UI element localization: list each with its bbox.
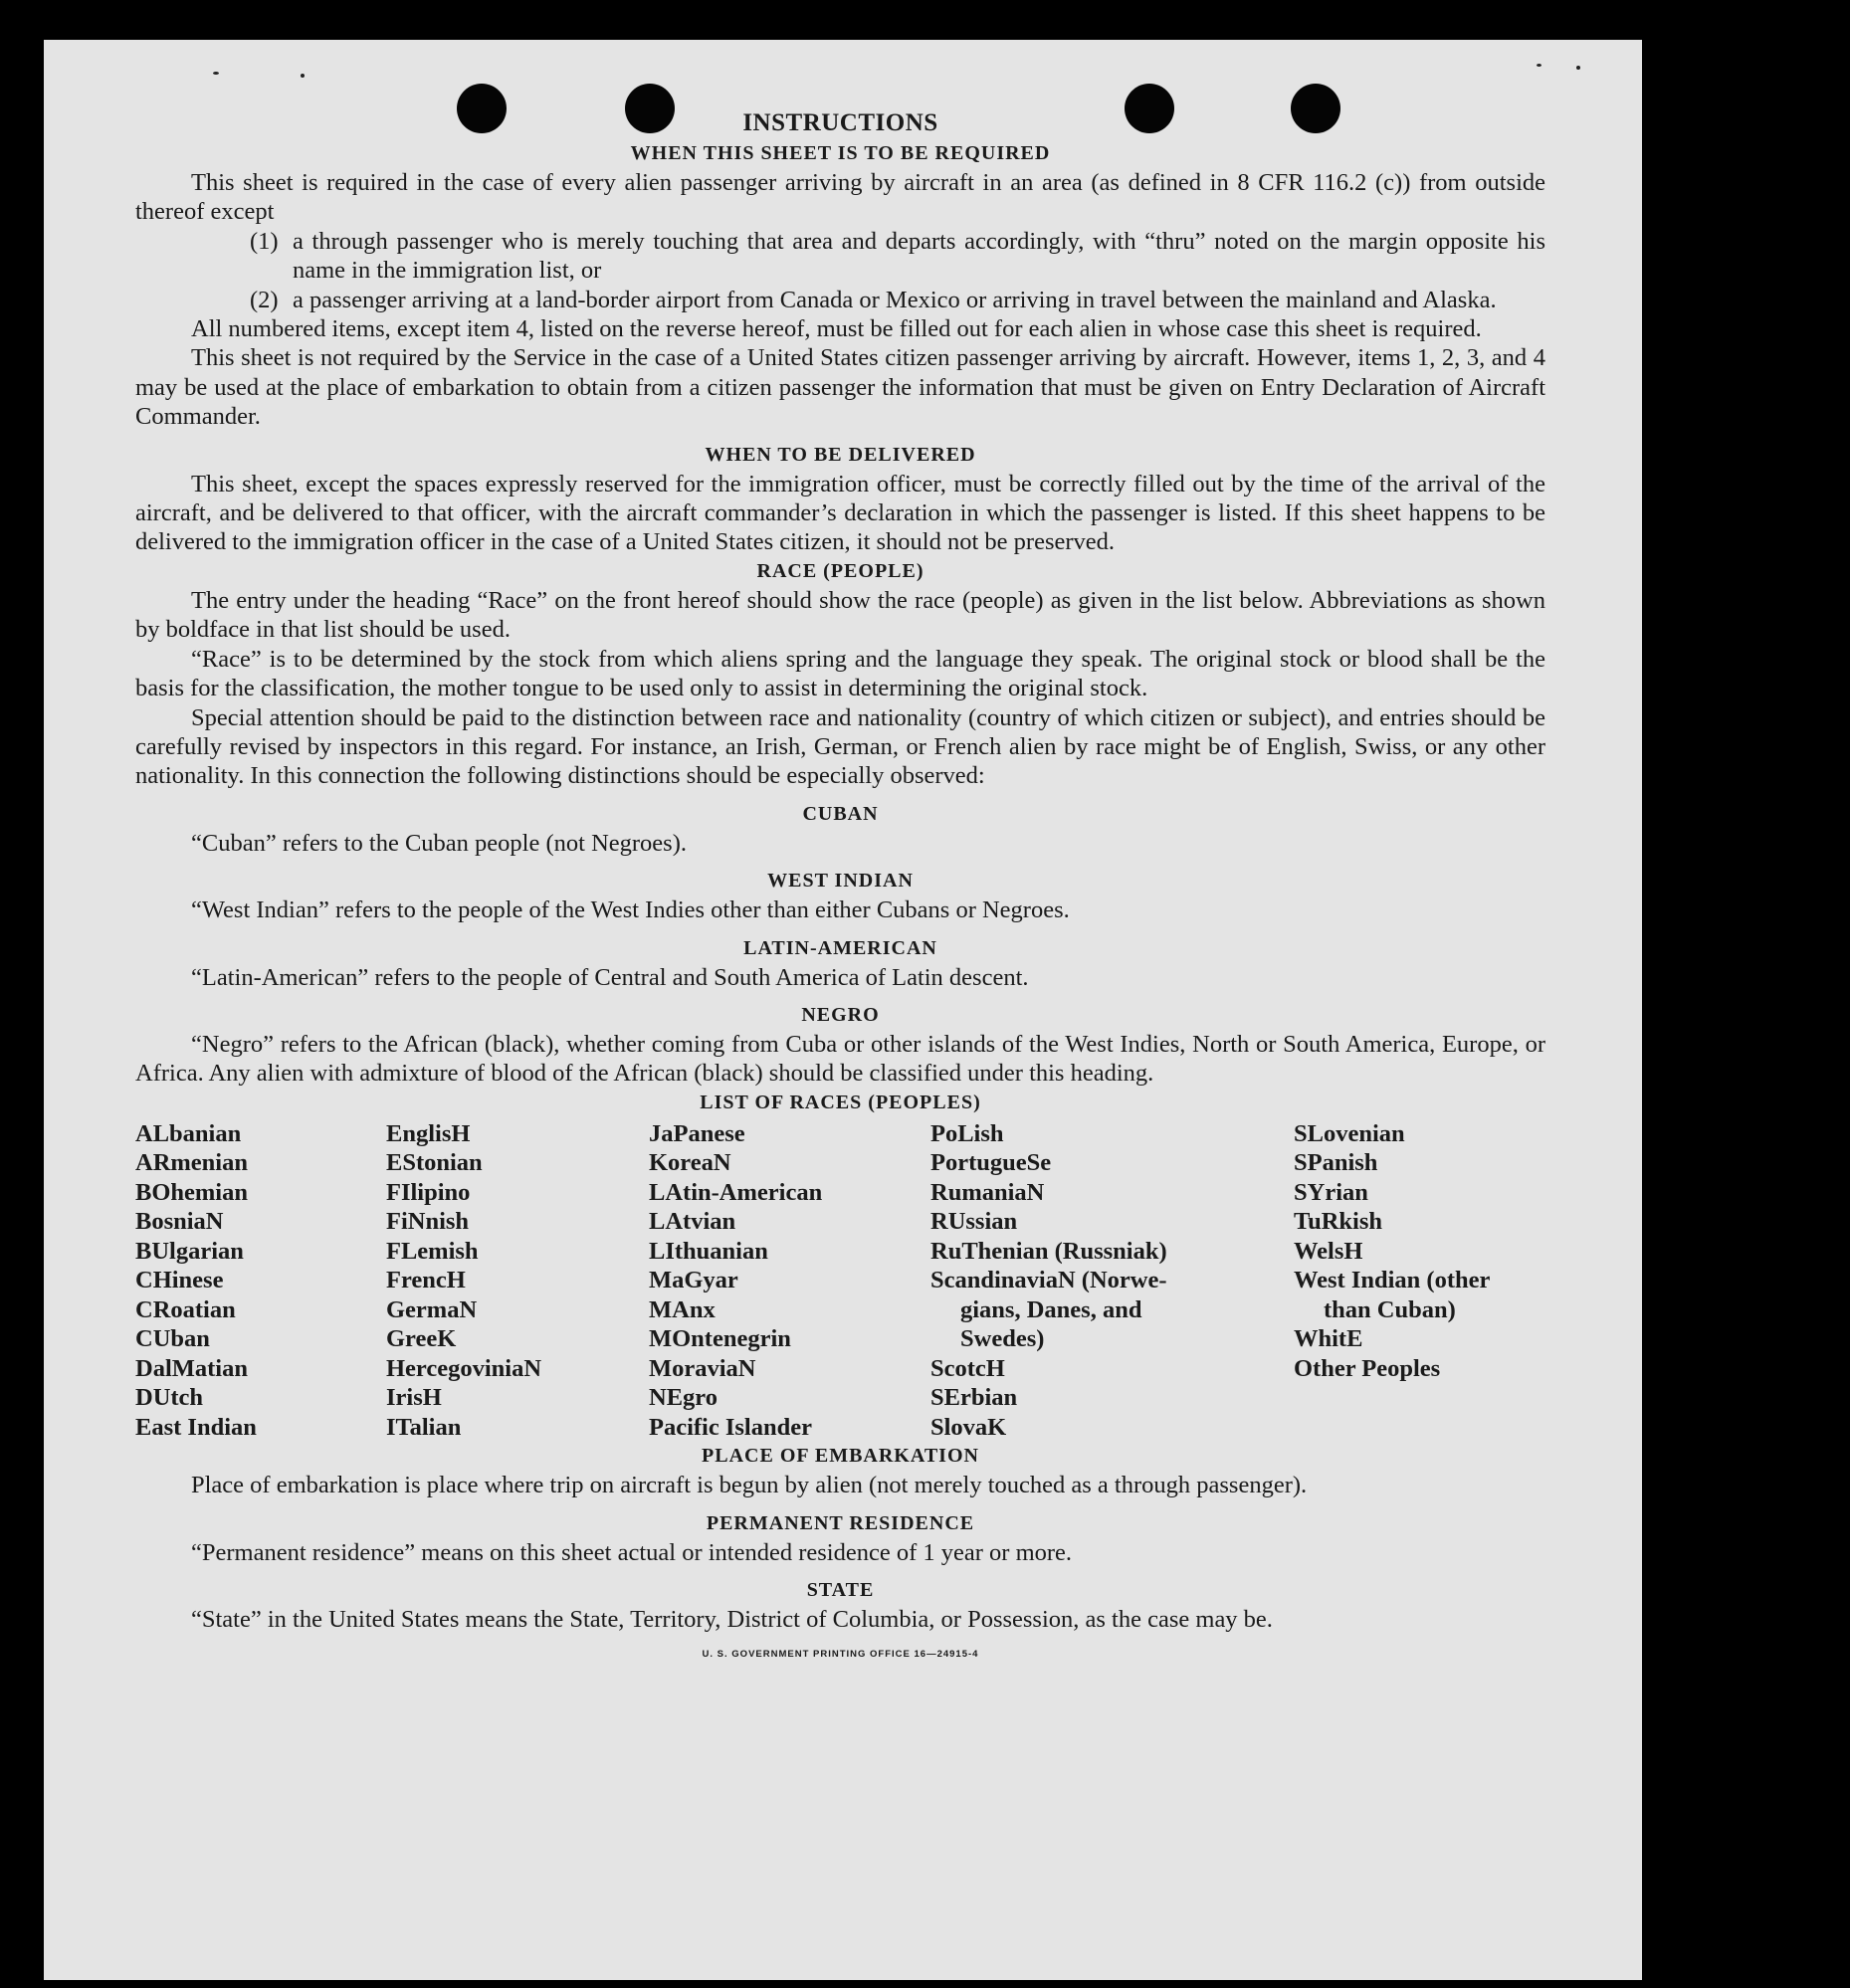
exception-item (135, 286, 1545, 314)
section-heading: CUBAN (802, 802, 879, 825)
paragraph: This sheet is not required by the Service in the case of a United States citizen passenger arriving by aircraft. However, items 1, 2, 3, and 4 may be used at the place of embarkation to obtain from a citizen passenger the information that must be given on Entry Declaration of Aircraft Commander. (135, 344, 1545, 431)
race-entry: LAtvian (649, 1208, 736, 1236)
paragraph: This sheet, except the spaces expressly reserved for the immigration officer, must be correctly filled out by the time of the arrival of the aircraft, and be delivered to that officer, with the aircraft commander’s declaration in which the passenger is listed. If this sheet happens to be delivered to the immigration officer in the case of a United States citizen, it should not be preserved. (135, 470, 1545, 556)
race-entry: ScandinaviaN (Norwe- (930, 1267, 1167, 1294)
paragraph: “Latin-American” refers to the people of Central and South America of Latin descent. (191, 963, 1029, 991)
item-number: (2) (250, 286, 279, 313)
paragraph: The entry under the heading “Race” on the front hereof should show the race (people) as given in the list below. Abbreviations as shown by boldface in that list should be used. (135, 586, 1545, 644)
race-entry: SErbian (930, 1384, 1018, 1412)
item-number: (1) (250, 227, 279, 255)
paragraph: “West Indian” refers to the people of the West Indies other than either Cubans or Negroes. (191, 896, 1070, 924)
speck (301, 74, 305, 78)
race-entry: ARmenian (135, 1149, 248, 1177)
race-entry: FrencH (386, 1267, 466, 1294)
race-column (930, 1119, 1294, 1443)
race-entry: RUssian (930, 1208, 1018, 1236)
paragraph: “Negro” refers to the African (black), whether coming from Cuba or other islands of the West Indies, North or South America, Europe, or Africa. Any alien with admixture of blood of the African (black) should be classified under this heading. (135, 1030, 1545, 1088)
race-list (135, 1119, 1545, 1443)
race-entry: HercegoviniaN (386, 1354, 542, 1382)
section-heading: WHEN THIS SHEET IS TO BE REQUIRED (630, 142, 1051, 164)
section-heading: RACE (PEOPLE) (756, 559, 925, 582)
race-entry: RuThenian (Russniak) (930, 1237, 1167, 1265)
paragraph: “Permanent residence” means on this sheet actual or intended residence of 1 year or more. (191, 1538, 1073, 1566)
section-heading: PLACE OF EMBARKATION (702, 1445, 979, 1468)
race-entry: than Cuban) (1324, 1295, 1456, 1323)
race-entry: EStonian (386, 1149, 483, 1177)
speck (1537, 64, 1542, 67)
section-heading: WEST INDIAN (767, 870, 914, 893)
race-entry: MAnx (649, 1295, 716, 1323)
paragraph: This sheet is required in the case of every alien passenger arriving by aircraft in an area (as defined in 8 CFR 116.2 (c)) from outside thereof except (135, 169, 1545, 226)
race-entry: MOntenegrin (649, 1325, 791, 1353)
section-heading: LATIN-AMERICAN (743, 936, 937, 959)
paragraph: “State” in the United States means the State, Territory, District of Columbia, or Possession, as the case may be. (191, 1606, 1273, 1634)
exception-item (135, 227, 1545, 286)
speck (1576, 66, 1580, 70)
document-page (44, 40, 1642, 1980)
race-entry: FiNnish (386, 1208, 470, 1236)
race-entry: SPanish (1294, 1149, 1378, 1177)
race-entry: gians, Danes, and (960, 1295, 1142, 1323)
race-entry: CRoatian (135, 1295, 236, 1323)
paragraph: Place of embarkation is place where trip on aircraft is begun by alien (not merely touched as a through passenger). (191, 1472, 1308, 1499)
race-entry: BOhemian (135, 1178, 248, 1206)
race-entry: CUban (135, 1325, 210, 1353)
race-entry: ALbanian (135, 1119, 242, 1147)
race-entry: PortugueSe (930, 1149, 1052, 1177)
race-entry: FIlipino (386, 1178, 471, 1206)
race-entry: FLemish (386, 1237, 479, 1265)
race-entry: IrisH (386, 1384, 442, 1412)
race-entry: GermaN (386, 1295, 478, 1323)
race-column (135, 1119, 386, 1443)
speck (213, 72, 219, 75)
race-entry: SlovaK (930, 1413, 1007, 1441)
race-entry: RumaniaN (930, 1178, 1045, 1206)
item-text: a through passenger who is merely touching that area and departs accordingly, with “thru” noted on the margin opposite his name in the immigration list, or (293, 227, 1545, 285)
race-entry: ITalian (386, 1413, 462, 1441)
printing-office-footer: U. S. GOVERNMENT PRINTING OFFICE 16—24915-4 (702, 1649, 979, 1661)
race-entry: ScotcH (930, 1354, 1005, 1382)
race-column (1294, 1119, 1542, 1443)
paragraph: Special attention should be paid to the distinction between race and nationality (country of which citizen or subject), and entries should be carefully revised by inspectors in this regard. For instance, an Irish, German, or French alien by race might be of English, Swiss, or any other nationality. In this connection the following distinctions should be especially observed: (135, 703, 1545, 790)
paragraph: “Cuban” refers to the Cuban people (not Negroes). (191, 829, 687, 857)
section-heading: NEGRO (801, 1003, 880, 1026)
race-entry: CHinese (135, 1267, 224, 1294)
section-heading: LIST OF RACES (PEOPLES) (700, 1091, 981, 1113)
race-entry: EnglisH (386, 1119, 471, 1147)
race-entry: BUlgarian (135, 1237, 244, 1265)
race-entry: JaPanese (649, 1119, 745, 1147)
race-entry: MoraviaN (649, 1354, 756, 1382)
race-entry: LIthuanian (649, 1237, 768, 1265)
race-entry: DalMatian (135, 1354, 248, 1382)
race-entry: KoreaN (649, 1149, 731, 1177)
race-entry: DUtch (135, 1384, 204, 1412)
race-entry: LAtin-American (649, 1178, 823, 1206)
race-entry: BosniaN (135, 1208, 224, 1236)
section-heading: WHEN TO BE DELIVERED (705, 443, 976, 466)
race-entry: Swedes) (960, 1325, 1045, 1353)
race-entry: West Indian (other (1294, 1267, 1491, 1294)
item-text: a passenger arriving at a land-border airport from Canada or Mexico or arriving in travel between the mainland and Alaska. (293, 286, 1497, 313)
race-entry: Other Peoples (1294, 1354, 1441, 1382)
race-entry: SYrian (1294, 1178, 1368, 1206)
section-heading: PERMANENT RESIDENCE (706, 1511, 975, 1534)
race-entry: TuRkish (1294, 1208, 1383, 1236)
race-entry: WelsH (1294, 1237, 1363, 1265)
race-entry: Pacific Islander (649, 1413, 812, 1441)
page-title: INSTRUCTIONS (742, 109, 938, 136)
race-entry: NEgro (649, 1384, 718, 1412)
paragraph: “Race” is to be determined by the stock from which aliens spring and the language they speak. The original stock or blood shall be the basis for the classification, the mother tongue to be used only to assist in determining the original stock. (135, 645, 1545, 702)
race-column (649, 1119, 930, 1443)
race-entry: GreeK (386, 1325, 457, 1353)
race-entry: WhitE (1294, 1325, 1363, 1353)
instructions-text (135, 107, 1545, 1670)
paragraph: All numbered items, except item 4, listed on the reverse hereof, must be filled out for each alien in whose case this sheet is required. (191, 315, 1482, 343)
race-entry: MaGyar (649, 1267, 738, 1294)
section-heading: STATE (806, 1579, 875, 1602)
race-entry: SLovenian (1294, 1119, 1405, 1147)
race-column (386, 1119, 649, 1443)
race-entry: East Indian (135, 1413, 257, 1441)
race-entry: PoLish (930, 1119, 1004, 1147)
